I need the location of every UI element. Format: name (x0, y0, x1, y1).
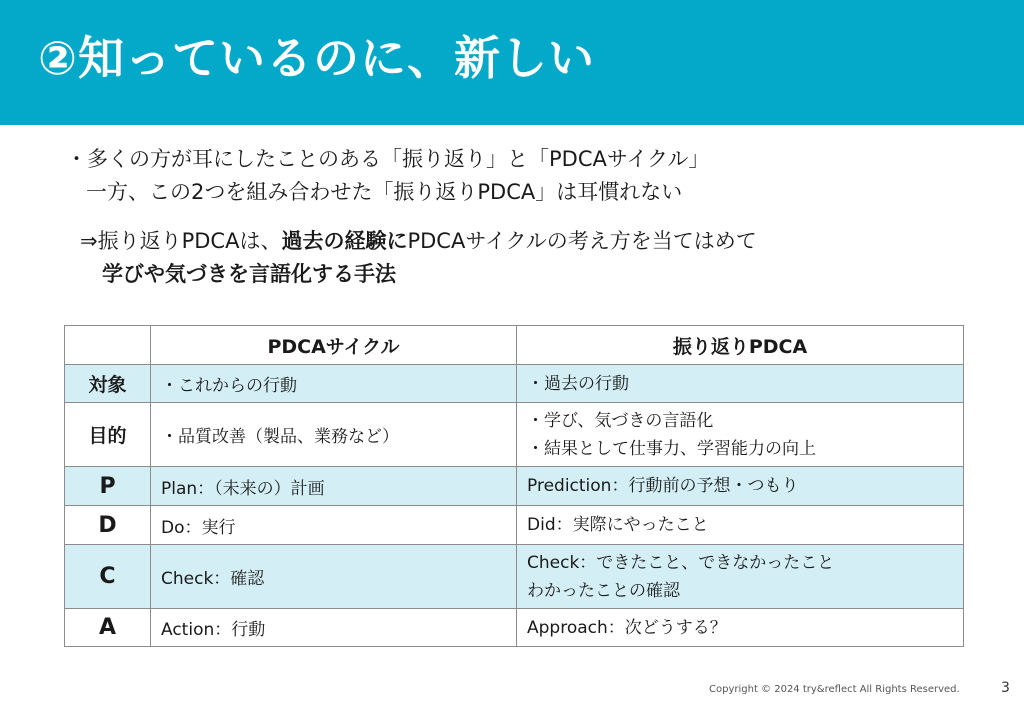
pdca-cell: Action：行動 (151, 609, 517, 647)
cell-line: Prediction：行動前の予想・つもり (527, 476, 799, 496)
furikaeri-cell (517, 467, 964, 506)
copyright-text: Copyright © 2024 try&reflect All Rights Reserved. (709, 684, 960, 695)
furikaeri-cell (517, 506, 964, 545)
table-row (65, 609, 964, 647)
conclusion-part-1: ⇒振り返りPDCAは、 (80, 229, 282, 253)
conclusion-emphasis-2: 学びや気づきを言語化する手法 (102, 262, 396, 286)
furikaeri-cell (517, 609, 964, 647)
row-key: 目的 (65, 403, 151, 467)
furikaeri-cell (517, 403, 964, 467)
page-number: 3 (1001, 680, 1010, 696)
intro-line-1: ・多くの方が耳にしたことのある「振り返り」と「PDCAサイクル」 (66, 147, 710, 171)
cell-line: ・結果として仕事力、学習能力の向上 (527, 438, 816, 459)
cell-line: ・過去の行動 (527, 373, 629, 394)
header-cell-pdca: PDCAサイクル (151, 326, 517, 365)
title-banner (0, 0, 1024, 125)
pdca-cell: Do：実行 (151, 506, 517, 545)
conclusion-emphasis-1: 過去の経験に (281, 229, 408, 253)
cell-line: Check：できたこと、できなかったこと (527, 552, 835, 573)
pdca-cell: ・品質改善（製品、業務など） (151, 403, 517, 467)
table-row (65, 545, 964, 609)
conclusion-line-1 (80, 225, 757, 258)
row-key: P (65, 467, 151, 506)
furikaeri-cell (517, 545, 964, 609)
conclusion-line-2 (80, 258, 757, 291)
cell-line: Approach：次どうする？ (527, 617, 727, 638)
table-row (65, 403, 964, 467)
row-key: D (65, 506, 151, 545)
cell-line: ・学び、気づきの言語化 (527, 410, 714, 431)
pdca-cell: Check：確認 (151, 545, 517, 609)
pdca-cell: Plan：（未来の）計画 (151, 467, 517, 506)
conclusion-text (80, 225, 757, 291)
cell-line: Did：実際にやったこと (527, 515, 709, 535)
table-row (65, 467, 964, 506)
pdca-cell: ・これからの行動 (151, 365, 517, 403)
header-cell-furikaeri: 振り返りPDCA (517, 326, 964, 365)
table-row (65, 506, 964, 545)
row-key: A (65, 609, 151, 647)
slide-title: ②知っているのに、新しい (38, 31, 595, 85)
header-cell-empty (65, 326, 151, 365)
table-row (65, 365, 964, 403)
row-key: 対象 (65, 365, 151, 403)
intro-line-2: 一方、この2つを組み合わせた「振り返りPDCA」は耳慣れない (86, 180, 683, 204)
comparison-table (64, 325, 964, 647)
table-header-row (65, 326, 964, 365)
conclusion-part-2: PDCAサイクルの考え方を当てはめて (407, 229, 757, 253)
furikaeri-cell (517, 365, 964, 403)
cell-line: わかったことの確認 (527, 580, 680, 601)
intro-bullet (66, 143, 709, 209)
row-key: C (65, 545, 151, 609)
